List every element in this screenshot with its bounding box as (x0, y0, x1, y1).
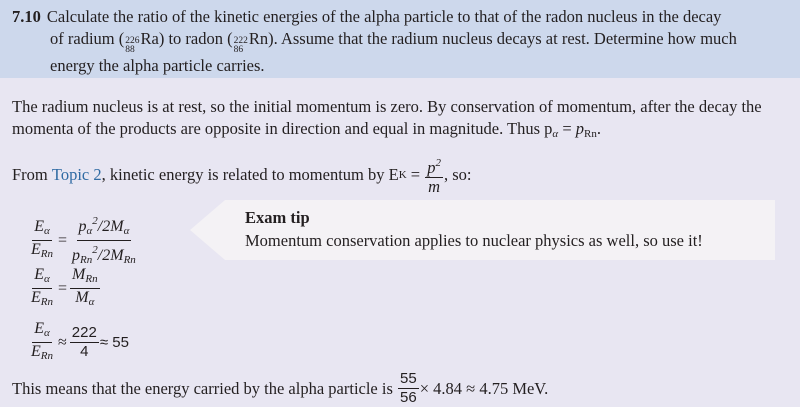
final-line (12, 370, 548, 407)
final-num: 55 (400, 370, 417, 387)
equation-2 (28, 266, 101, 311)
eq1-lhs-num: $E_\alpha$ (32, 218, 52, 241)
eq3-rhs (70, 324, 99, 361)
para2-text-b: , kinetic energy is related to momentum by E (101, 165, 399, 184)
q-text-b: ) to radon ( (158, 29, 233, 48)
equation-1 (28, 212, 139, 269)
eq1-lhs-den: $E_{Rn}$ (31, 241, 54, 260)
rn-atomic: 86 (233, 45, 244, 55)
equation-3 (28, 320, 129, 365)
eq1-lhs (29, 218, 55, 263)
approx: ≈ (58, 333, 67, 351)
exam-tip-text: Momentum conservation applies to nuclear physics as well, so use it! (245, 231, 703, 250)
p-symbol: p (575, 119, 584, 138)
final-text-b: × 4.84 ≈ 4.75 MeV. (419, 378, 549, 398)
ra-atomic: 88 (125, 45, 135, 55)
para1-text: momenta of the products are opposite in direction and equal in magnitude. Thus p (12, 119, 553, 138)
eq3-lhs (29, 320, 55, 365)
ra-symbol: Ra (140, 29, 159, 48)
eq1-rhs (70, 212, 138, 269)
exam-tip-box (225, 200, 775, 260)
radium-isotope (125, 37, 139, 55)
rn-sub: Rn (584, 128, 597, 140)
topic-2-link[interactable]: Topic 2 (51, 165, 102, 184)
ke-fraction (425, 154, 443, 196)
final-den: 56 (400, 389, 417, 406)
para2: From Topic 2 , kinetic energy is related to momentum by E K = $\frac{p^2}{m}$ , so: (12, 154, 471, 196)
alpha-sub: α (552, 128, 559, 140)
q-text-a: of radium ( (50, 29, 125, 48)
exam-tip-title: Exam tip (245, 208, 310, 227)
final-text-a: This means that the energy carried by the alpha particle is (12, 378, 393, 398)
question-number: 7.10 (12, 7, 41, 26)
ra-mass: 226 (125, 36, 140, 46)
equals: = (58, 231, 68, 249)
ke-den: m (428, 177, 441, 196)
q-text-c: ). Assume that the radium nucleus decays at rest. Determine how much (268, 29, 737, 48)
exam-tip-arrow (190, 200, 225, 260)
k-sub: K (398, 169, 407, 181)
para2-text-c: , so: (443, 165, 472, 184)
eq2-lhs-den: $E_{Rn}$ (31, 289, 54, 308)
eq3-num: 222 (71, 324, 97, 341)
question-line-3: energy the alpha particle carries. (50, 56, 265, 75)
eq3-lhs-den: $E_{Rn}$ (31, 343, 54, 362)
rn-mass: 222 (233, 36, 248, 46)
eq1-rhs-den: $p_{Rn}^2/2M_{Rn}$ (72, 244, 136, 266)
para1-line2: momenta of the products are opposite in direction and equal in magnitude. Thus $p_\alpha = p_{Rn}$. (12, 119, 601, 140)
final-fraction (398, 370, 419, 407)
eq2-lhs (29, 266, 55, 311)
radon-isotope (234, 37, 248, 55)
eq3-den: 4 (80, 343, 89, 360)
para1-line1: The radium nucleus is at rest, so the initial momentum is zero. By conservation of momentum, after the decay the (12, 97, 762, 116)
para2-text-a: From (12, 165, 48, 184)
question-box (0, 0, 800, 78)
rn-symbol: Rn (248, 29, 269, 48)
eq3-result: ≈ 55 (99, 334, 129, 351)
question-text (12, 6, 787, 77)
eq2-rhs (70, 266, 100, 311)
eq2-lhs-num: $E_\alpha$ (32, 266, 52, 289)
eq3-lhs-num: $E_\alpha$ (32, 320, 52, 343)
eq1-rhs-num: $p_\alpha^2/2M_\alpha$ (77, 212, 132, 241)
question-line-2 (12, 28, 787, 55)
question-line-1: Calculate the ratio of the kinetic energies of the alpha particle to that of the radon nucleus in the decay (46, 7, 722, 26)
equals: = (58, 279, 68, 297)
eq2-rhs-num: $M_{Rn}$ (70, 266, 100, 289)
eq2-rhs-den: $M_\alpha$ (75, 289, 95, 308)
ke-num: $p^2$ (425, 154, 443, 178)
